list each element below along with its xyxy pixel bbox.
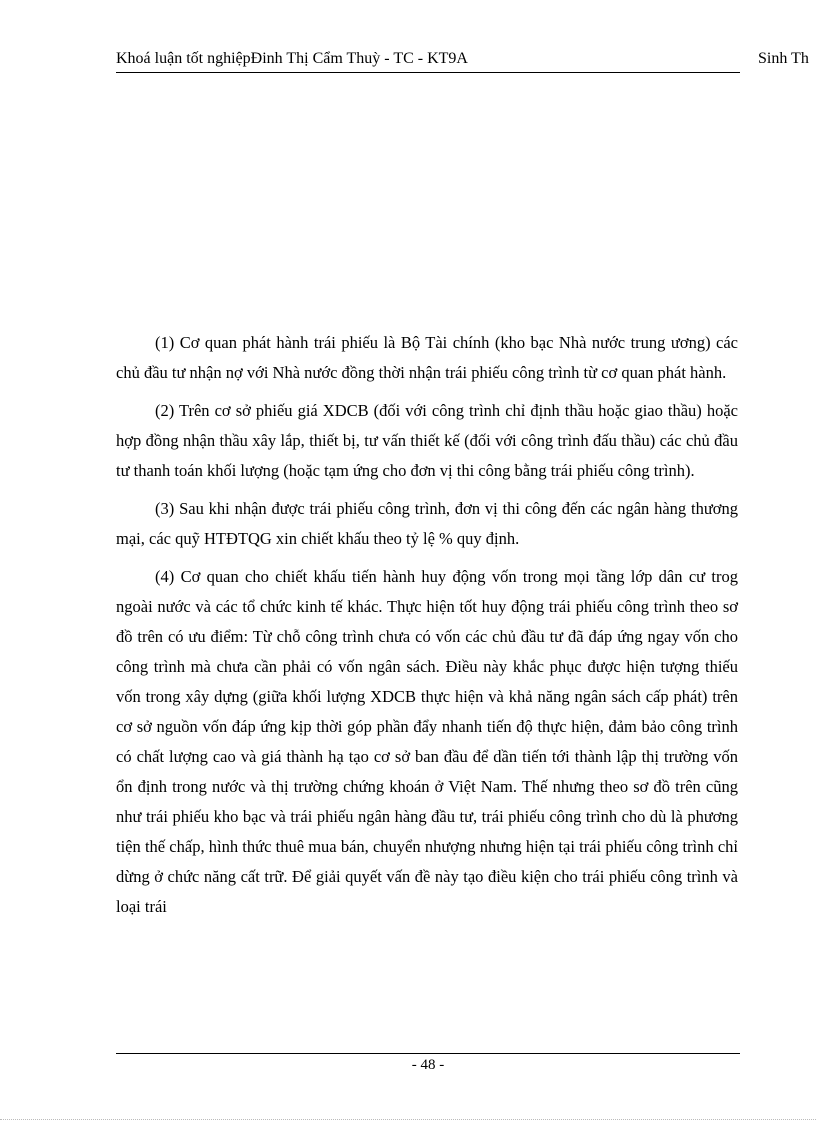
- header-right-text: Sinh Th: [758, 50, 809, 67]
- paragraph-2: (2) Trên cơ sở phiếu giá XDCB (đối với công trình chỉ định thầu hoặc giao thầu) hoặc hợp đồng nhận thầu xây lắp, thiết bị, tư vấn thiết kế (đối với công trình đấu thầu) các chủ đầu tư thanh toán khối lượng (hoặc tạm ứng cho đơn vị thi công bằng trái phiếu công trình).: [116, 401, 738, 480]
- paragraph-1: (1) Cơ quan phát hành trái phiếu là Bộ Tài chính (kho bạc Nhà nước trung ương) các chủ đầu tư nhận nợ với Nhà nước đồng thời nhận trái phiếu công trình từ cơ quan phát hành.: [116, 333, 738, 382]
- header-title: Khoá luận tốt nghiệpĐinh Thị Cẩm Thuỳ - TC - KT9A: [116, 50, 468, 67]
- footer-divider: [116, 1053, 740, 1054]
- paragraph-4: (4) Cơ quan cho chiết khấu tiến hành huy động vốn trong mọi tầng lớp dân cư trog ngoài nước và các tổ chức kinh tế khác. Thực hiện tốt huy động trái phiếu công trình theo sơ đồ trên có ưu điểm: Từ chỗ công trình chưa có vốn các chủ đầu tư đã đáp ứng ngay vốn cho công trình mà chưa cần phải có vốn ngân sách. Điều này khắc phục được hiện tượng thiếu vốn trong xây dựng (giữa khối lượng XDCB thực hiện và khả năng ngân sách cấp phát) trên cơ sở nguồn vốn đáp ứng kịp thời góp phần đẩy nhanh tiến độ thực hiện, đảm bảo công trình có chất lượng cao và giá thành hạ tạo cơ sở ban đầu để dần tiến tới thành lập thị trường vốn ổn định trong nước và thị trường chứng khoán ở Việt Nam. Thế nhưng theo sơ đồ trên cũng như trái phiếu kho bạc và trái phiếu ngân hàng đầu tư, trái phiếu công trình cho dù là phương tiện thế chấp, hình thức thuê mua bán, chuyển nhượng nhưng hiện tại trái phiếu công trình chỉ dừng ở chức năng cất trữ. Để giải quyết vấn đề này tạo điều kiện cho trái phiếu công trình và loại trái: [116, 567, 738, 916]
- paragraph-3: (3) Sau khi nhận được trái phiếu công trình, đơn vị thi công đến các ngân hàng thương mại, các quỹ HTĐTQG xin chiết khấu theo tỷ lệ % quy định.: [116, 499, 738, 548]
- page-bottom-border: [0, 1119, 816, 1120]
- page-number: - 48 -: [411, 1057, 445, 1073]
- page-header: [116, 50, 816, 74]
- header-divider: [116, 72, 740, 73]
- document-body: [116, 328, 738, 930]
